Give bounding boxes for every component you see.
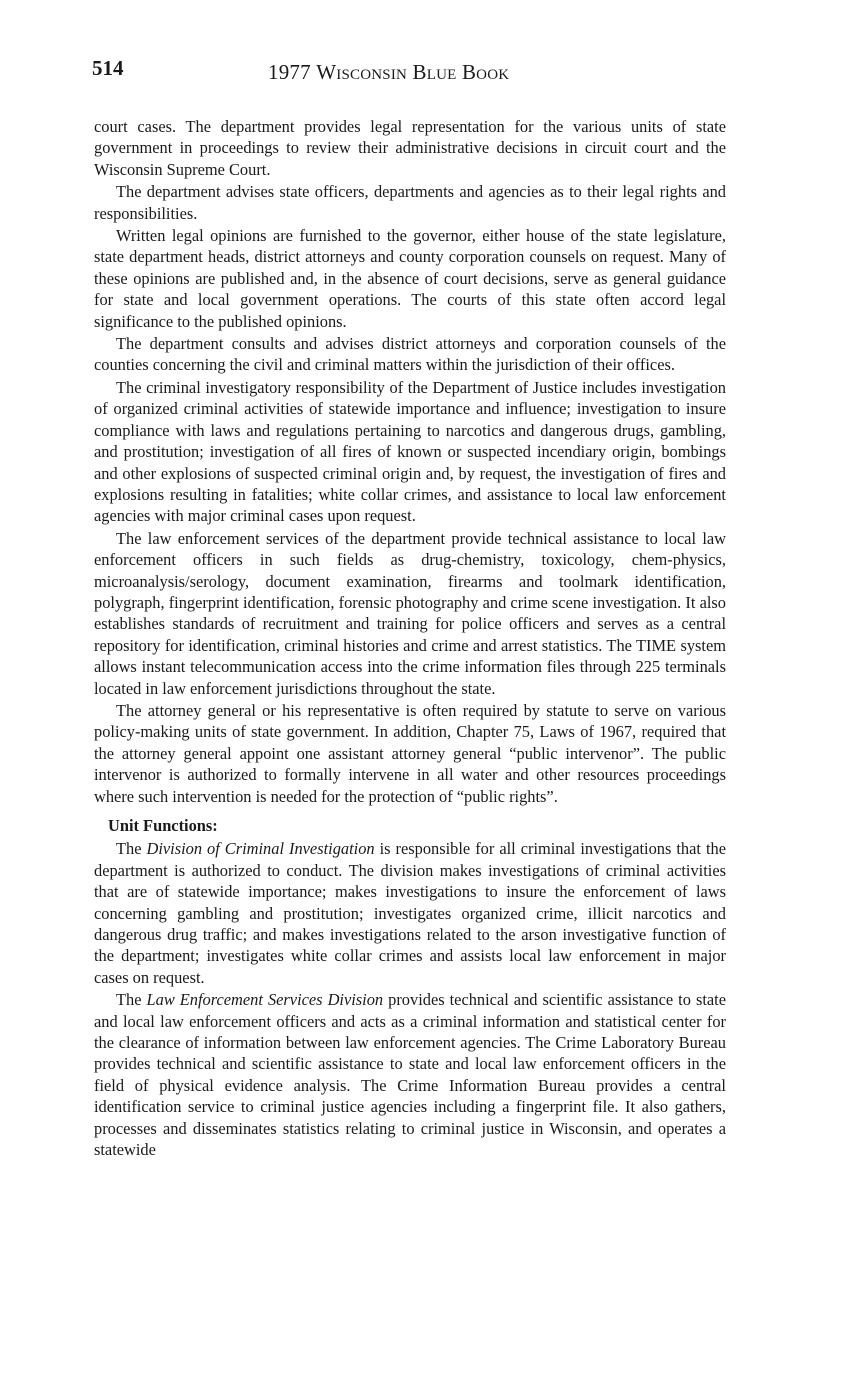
title-word-2: Blue — [412, 60, 457, 84]
lesd-lead: The — [116, 990, 142, 1010]
lesd-division-name: Law Enforcement Services Division — [146, 990, 384, 1010]
dci-lead: The — [116, 839, 142, 859]
running-title — [268, 60, 509, 85]
title-word-3: Book — [461, 60, 510, 84]
paragraph: The criminal investigatory responsibility of the Department of Justice includes investigation of organized criminal activities of statewide importance and influence; investigation to insure compliance with laws and regulations pertaining to narcotics and dangerous drugs, gambling, and prostitution; investigation of all fires of known or suspected incendiary origin, bombings and other explosions of suspected criminal origin and, by request, the investigation of fires and explosions resulting in fatalities; white collar crimes, and assistance to local law enforcement agencies with major criminal cases upon request. — [94, 377, 726, 526]
dci-text: is responsible for all criminal investigations that the department is authorized to conduct. The division makes investigations of criminal activities that are of statewide importance; makes investigations to insure the enforcement of laws concerning gambling and prostitution; investigates organized crime, illicit narcotics and dangerous drug traffic; and makes investigations related to the arson investigative function of the department; investigates white collar crimes and assists local law enforcement in major cases on request. — [94, 839, 726, 987]
unit-functions-heading: Unit Functions: — [108, 816, 218, 835]
paragraph: The law enforcement services of the department provide technical assistance to local law enforcement officers in such fields as drug-chemistry, toxicology, chem-physics, microanalysis/serology, document examination, firearms and toolmark identification, polygraph, fingerprint identification, forensic photography and crime scene investigation. It also establishes standards of recruitment and training for police officers and serves as a central repository for identification, criminal histories and crime and arrest statistics. The TIME system allows instant telecommunication access into the crime information files through 225 terminals located in law enforcement jurisdictions throughout the state. — [94, 528, 726, 698]
paragraph: The department advises state officers, departments and agencies as to their legal rights and responsibilities. — [94, 182, 726, 223]
title-word-1: Wisconsin — [316, 60, 408, 84]
paragraph: Written legal opinions are furnished to the governor, either house of the state legislature, state department heads, district attorneys and county corporation counsels on request. Many of these opinions are published and, in the absence of court decisions, serve as general guidance for state and local government operations. The courts of this state often accord legal significance to the published opinions. — [94, 226, 726, 331]
dci-division-name: Division of Criminal Investigation — [146, 839, 375, 859]
lesd-text: provides technical and scientific assistance to state and local law enforcement officers and acts as a criminal information and statistical center for the clearance of information between law enforcement agencies. The Crime Laboratory Bureau provides technical and scientific assistance to state and local law enforcement officers in the field of physical evidence analysis. The Crime Information Bureau provides a central identification service to criminal justice agencies including a fingerprint file. It also gathers, processes and disseminates statistics relating to criminal justice in Wisconsin, and operates a statewide — [94, 990, 726, 1160]
page-number: 514 — [92, 56, 124, 80]
paragraph-continued: court cases. The department provides legal representation for the various units of state government in proceedings to review their administrative decisions in circuit court and the Wisconsin Supreme Court. — [94, 117, 726, 179]
paragraph: The department consults and advises district attorneys and corporation counsels of the counties concerning the civil and criminal matters within the jurisdiction of their offices. — [94, 334, 726, 375]
paragraph: The attorney general or his representative is often required by statute to serve on various policy-making units of state government. In addition, Chapter 75, Laws of 1967, required that the attorney general appoint one assistant attorney general “public intervenor”. The public intervenor is authorized to formally intervene in all water and other resources proceedings where such intervention is needed for the protection of “public rights”. — [94, 700, 726, 806]
dci-paragraph — [94, 838, 726, 988]
page-body — [94, 116, 726, 1162]
lesd-paragraph — [94, 989, 726, 1160]
title-year: 1977 — [268, 60, 311, 84]
page-header — [92, 52, 728, 92]
